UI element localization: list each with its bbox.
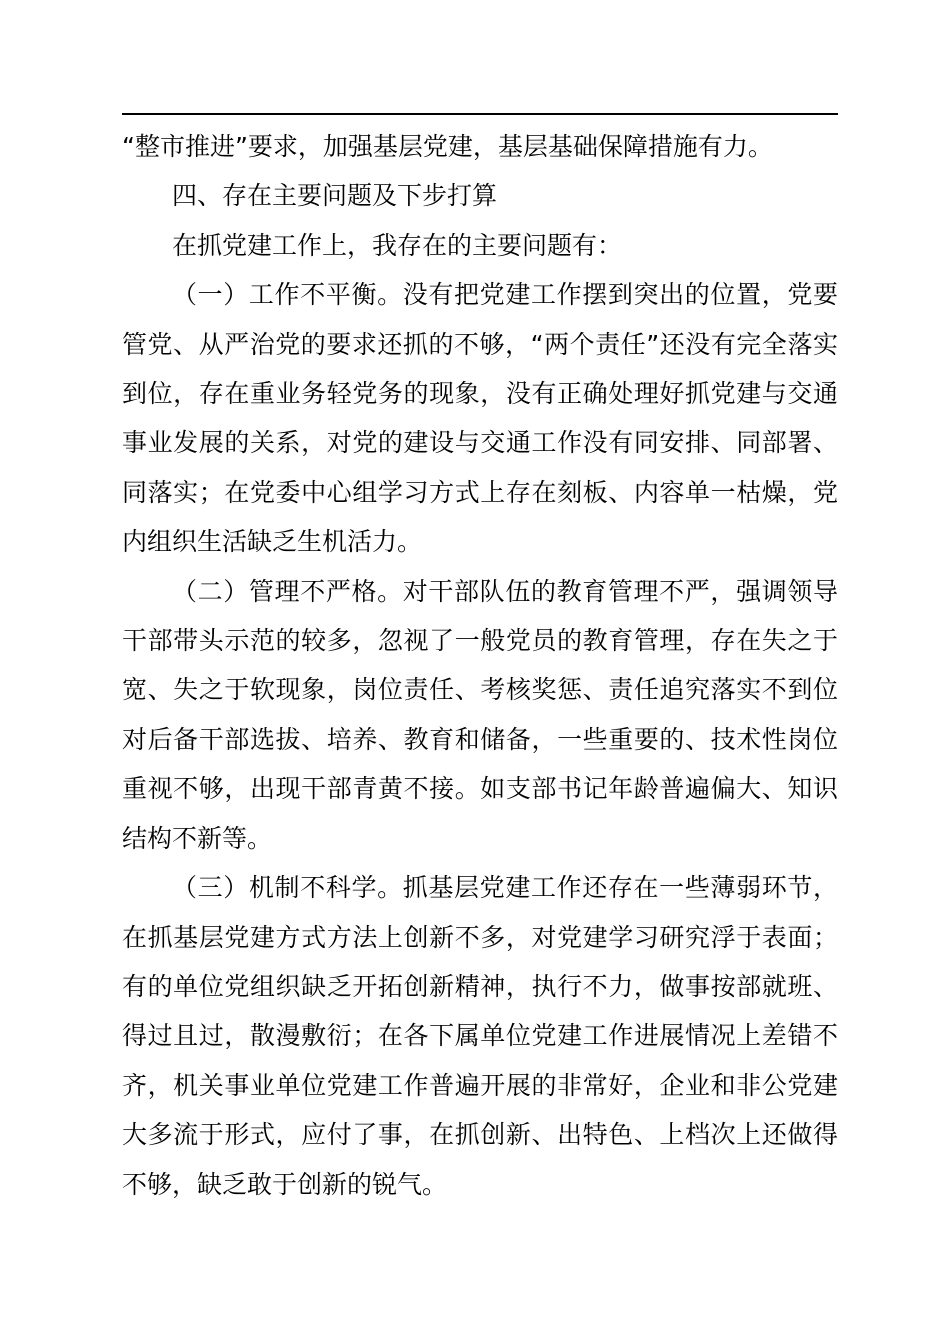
paragraph-continuation <box>122 122 838 171</box>
text-line: 重视不够，出现干部青黄不接。如支部书记年龄普遍偏大、知识 <box>122 774 838 804</box>
paragraph-issue-two <box>122 567 838 863</box>
text-line: （三）机制不科学。抓基层党建工作还存在一些薄弱环节， <box>172 873 838 903</box>
text-line: （一）工作不平衡。没有把党建工作摆到突出的位置，党要 <box>172 280 838 310</box>
paragraph-issue-one <box>122 270 838 566</box>
text-line: 齐，机关事业单位党建工作普遍开展的非常好，企业和非公党建 <box>122 1070 838 1100</box>
text-line: 对后备干部选拔、培养、教育和储备，一些重要的、技术性岗位 <box>122 724 838 754</box>
text-line: “整市推进”要求，加强基层党建，基层基础保障措施有力。 <box>122 132 773 161</box>
text-line: 在抓基层党建方式方法上创新不多，对党建学习研究浮于表面； <box>122 922 838 952</box>
text-line: 干部带头示范的较多，忽视了一般党员的教育管理，存在失之于 <box>122 626 838 656</box>
text-line: 大多流于形式，应付了事，在抓创新、出特色、上档次上还做得 <box>122 1120 838 1150</box>
text-line: 四、存在主要问题及下步打算 <box>172 181 498 211</box>
text-line: 事业发展的关系，对党的建设与交通工作没有同安排、同部署、 <box>122 428 838 458</box>
document-body <box>122 122 838 1209</box>
text-line: （二）管理不严格。对干部队伍的教育管理不严，强调领导 <box>172 576 838 606</box>
text-line: 在抓党建工作上，我存在的主要问题有： <box>172 230 623 260</box>
header-rule <box>122 113 838 115</box>
text-line: 不够，缺乏敢于创新的锐气。 <box>122 1169 448 1199</box>
text-line: 得过且过，散漫敷衍；在各下属单位党建工作进展情况上差错不 <box>122 1021 838 1051</box>
text-line: 有的单位党组织缺乏开拓创新精神，执行不力，做事按部就班、 <box>122 971 838 1001</box>
paragraph-issue-three <box>122 863 838 1209</box>
text-line: 结构不新等。 <box>122 823 273 853</box>
text-line: 内组织生活缺乏生机活力。 <box>122 527 423 557</box>
section-heading <box>122 171 838 220</box>
text-line: 到位，存在重业务轻党务的现象，没有正确处理好抓党建与交通 <box>122 379 838 409</box>
text-line: 同落实；在党委中心组学习方式上存在刻板、内容单一枯燥，党 <box>122 477 838 507</box>
text-line: 宽、失之于软现象，岗位责任、考核奖惩、责任追究落实不到位 <box>122 675 838 705</box>
paragraph-intro <box>122 221 838 270</box>
text-line: 管党、从严治党的要求还抓的不够，“两个责任”还没有完全落实 <box>122 329 838 359</box>
